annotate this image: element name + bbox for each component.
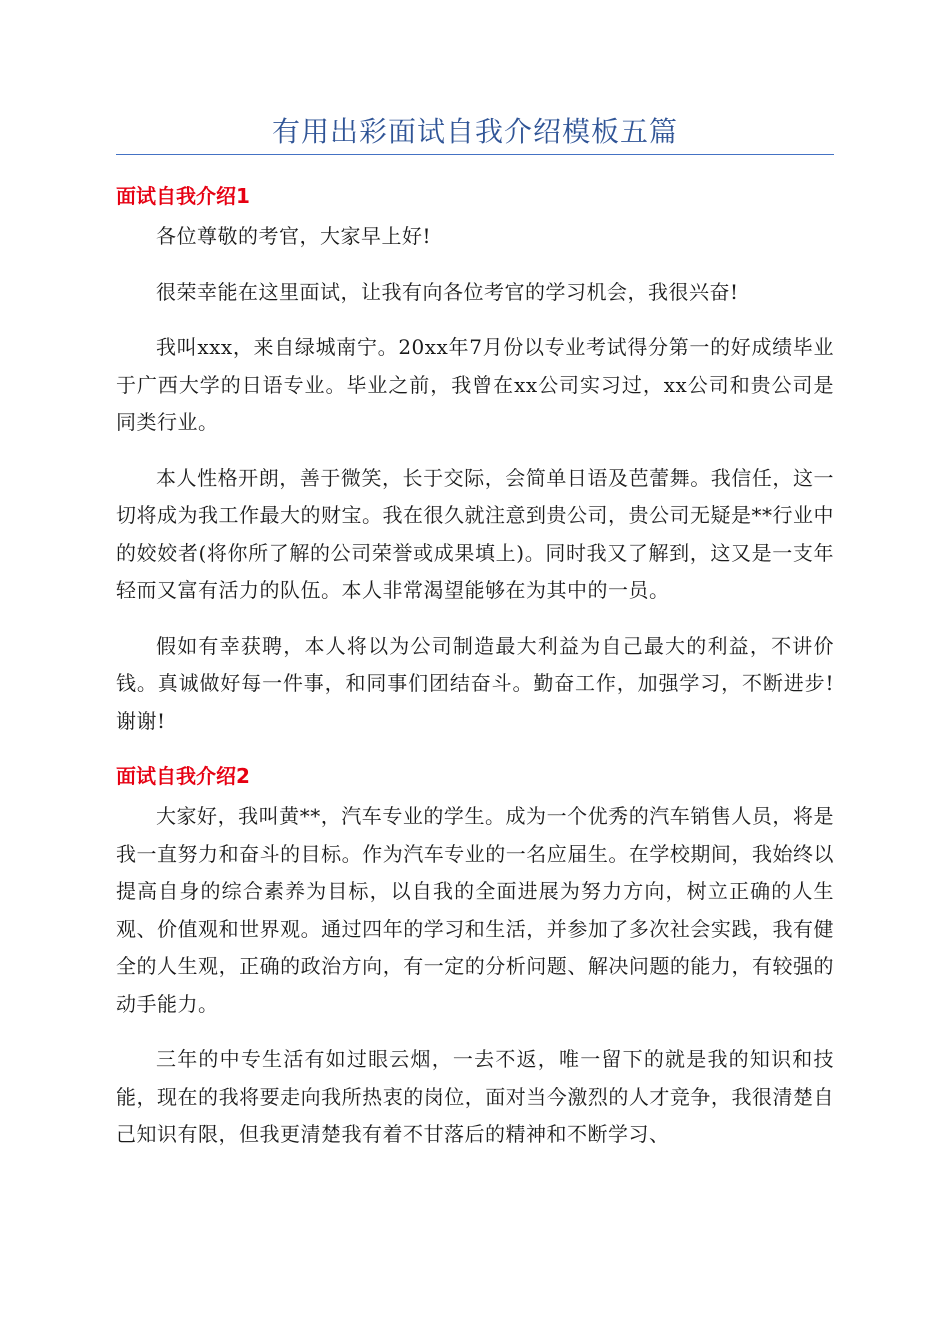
paragraph: 假如有幸获聘，本人将以为公司制造最大利益为自己最大的利益，不讲价钱。真诚做好每一件事，和同事们团结奋斗。勤奋工作，加强学习，不断进步!谢谢! <box>116 633 834 733</box>
title-underline <box>116 154 834 155</box>
paragraph: 很荣幸能在这里面试，让我有向各位考官的学习机会，我很兴奋! <box>156 279 739 304</box>
section-heading: 面试自我介绍2 <box>116 764 250 788</box>
section-1 <box>116 178 834 740</box>
document-body <box>116 178 834 1172</box>
document-title: 有用出彩面试自我介绍模板五篇 <box>271 115 678 148</box>
section-heading: 面试自我介绍1 <box>116 184 250 208</box>
paragraph: 三年的中专生活有如过眼云烟，一去不返，唯一留下的就是我的知识和技能，现在的我将要走向我所热衷的岗位，面对当今激烈的人才竞争，我很清楚自己知识有限，但我更清楚我有着不甘落后的精神和不断学习、 <box>116 1047 834 1146</box>
paragraph: 我叫xxx，来自绿城南宁。20xx年7月份以专业考试得分第一的好成绩毕业于广西大学的日语专业。毕业之前，我曾在xx公司实习过，xx公司和贵公司是同类行业。 <box>116 335 834 434</box>
section-2 <box>116 758 834 1154</box>
paragraph: 大家好，我叫黄**，汽车专业的学生。成为一个优秀的汽车销售人员，将是我一直努力和奋斗的目标。作为汽车专业的一名应届生。在学校期间，我始终以提高自身的综合素养为目标，以自我的全面进展为努力方向，树立正确的人生观、价值观和世界观。通过四年的学习和生活，并参加了多次社会实践，我有健全的人生观，正确的政治方向，有一定的分析问题、解决问题的能力，有较强的动手能力。 <box>116 804 834 1016</box>
paragraph: 本人性格开朗，善于微笑，长于交际，会简单日语及芭蕾舞。我信任，这一切将成为我工作最大的财宝。我在很久就注意到贵公司，贵公司无疑是**行业中的姣姣者(将你所了解的公司荣誉或成果填上)。同时我又了解到，这又是一支年轻而又富有活力的队伍。本人非常渴望能够在为其中的一员。 <box>116 465 834 602</box>
paragraph: 各位尊敬的考官，大家早上好! <box>156 224 432 248</box>
